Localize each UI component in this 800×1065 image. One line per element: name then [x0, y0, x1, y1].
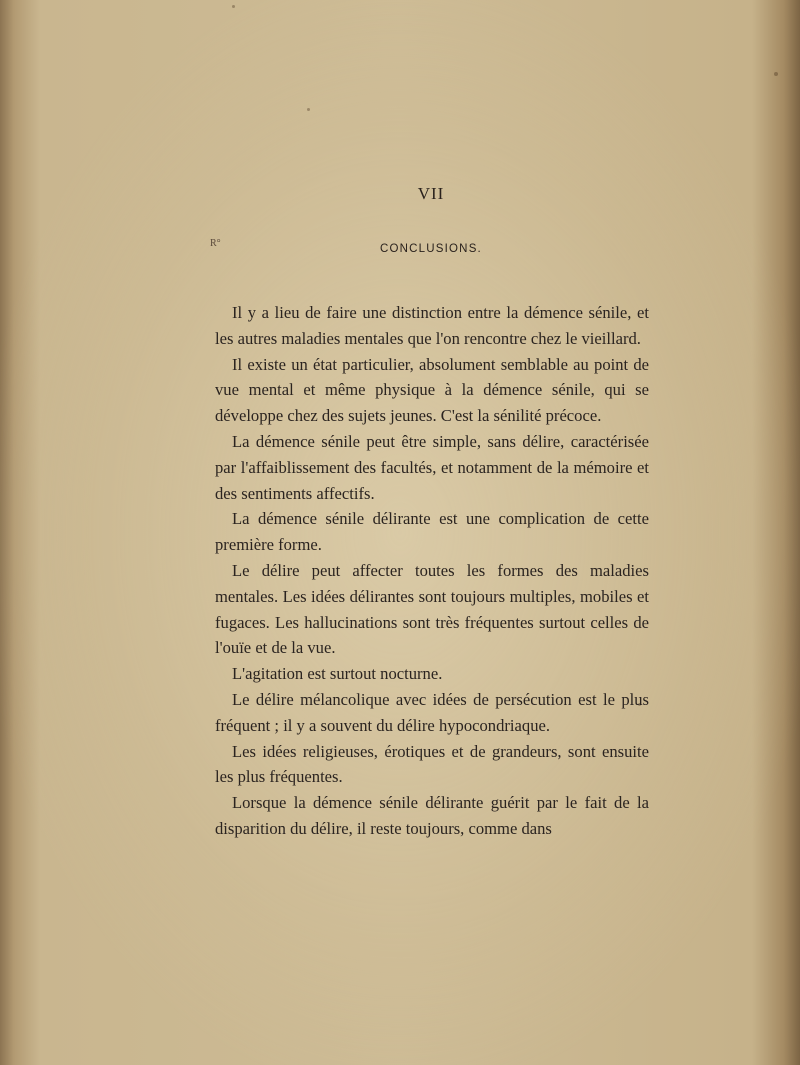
paragraph: Les idées religieuses, érotiques et de grandeurs, sont ensuite les plus fréquentes. [215, 741, 649, 787]
body-text [215, 300, 649, 842]
paragraph: La démence sénile peut être simple, sans délire, caractérisée par l'affaiblissement des facultés, et notamment de la mémoire et des sentiments affectifs. [215, 431, 649, 503]
paper-speck [232, 5, 235, 8]
paragraph: Il y a lieu de faire une distinction entre la démence sénile, et les autres maladies mentales que l'on rencontre chez le vieillard. [215, 303, 649, 348]
paragraph: Il existe un état particulier, absolument semblable au point de vue mental et même physique à la démence sénile, qui se développe chez des sujets jeunes. C'est la sénilité précoce. [215, 354, 649, 426]
paragraph: La démence sénile délirante est une complication de cette première forme. [215, 509, 649, 555]
margin-mark: R° [210, 238, 221, 249]
paragraph: Le délire peut affecter toutes les formes des maladies mentales. Les idées délirantes sont toujours multiples, mobiles et fugaces. Les hallucinations sont très fréquentes surtout celles de l'ouïe et de la vue. [215, 560, 649, 658]
chapter-title: CONCLUSIONS. [380, 243, 482, 255]
paragraph: Le délire mélancolique avec idées de persécution est le plus fréquent ; il y a souvent du délire hypocondriaque. [215, 689, 649, 735]
paper-speck [774, 72, 778, 76]
paragraph: L'agitation est surtout nocturne. [232, 664, 443, 684]
chapter-number: VII [417, 184, 445, 203]
paper-speck [307, 108, 310, 111]
paragraph: Lorsque la démence sénile délirante guérit par le fait de la disparition du délire, il reste toujours, comme dans [215, 793, 649, 838]
